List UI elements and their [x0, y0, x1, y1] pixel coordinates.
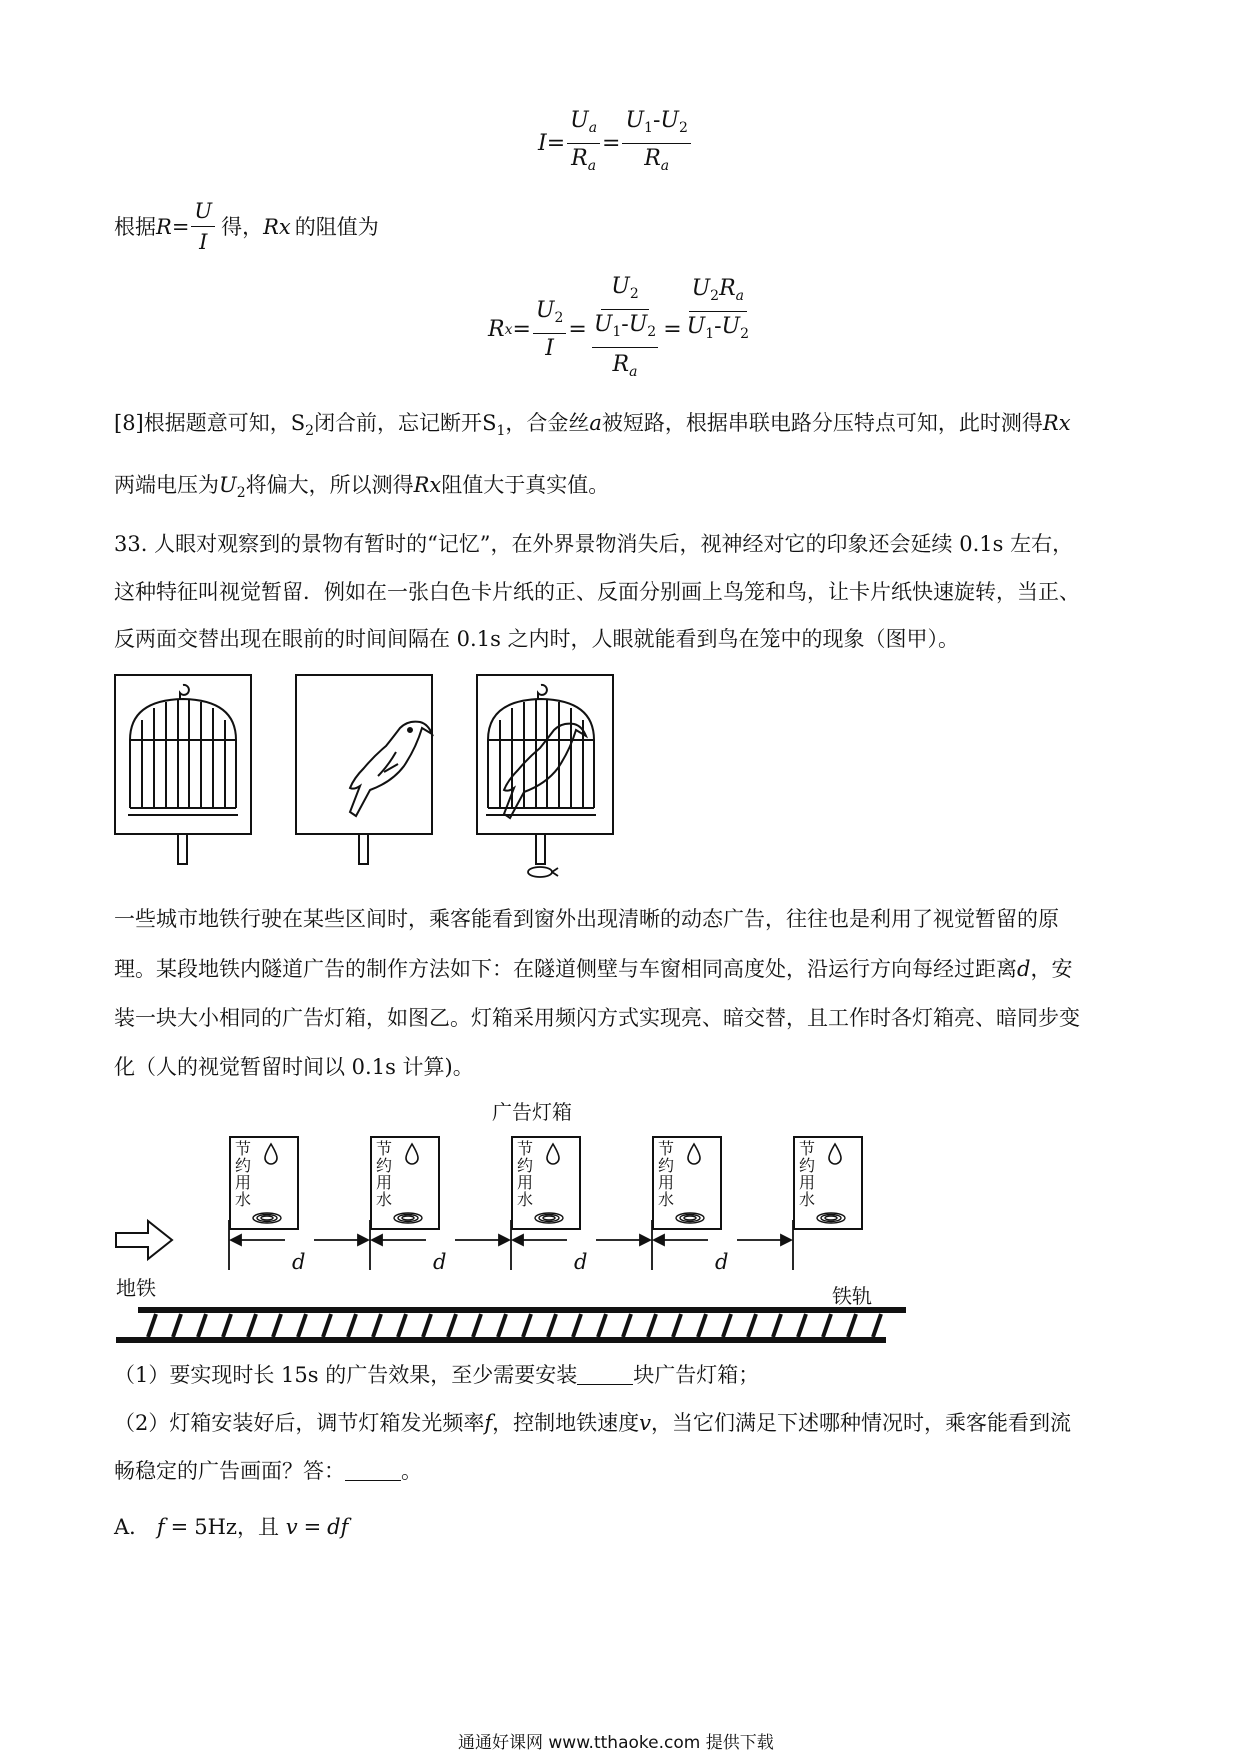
distance-label: d [574, 1250, 588, 1274]
light-box-char: 用 [657, 1173, 674, 1192]
card-cage [115, 675, 251, 864]
light-box-char: 节 [516, 1139, 533, 1158]
figure-ad-lightboxes [100, 1090, 920, 1350]
footer-credit: 通通好课网 www.tthaoke.com 提供下载 [458, 1733, 774, 1753]
light-box-char: 水 [375, 1190, 392, 1209]
fraction: $\frac{U_1-U_2}{R_a}$ [622, 108, 690, 179]
answer-8-line-1: [8]根据题意可知，$S_2$闭合前，忘记断开$S_1$，合金丝a被短路，根据串联电路分压特点可知，此时测得Rx [114, 411, 1071, 439]
formula-resistance: R x = $\frac{U_2}{I}$ = $U_2$ $U_1-U_2$ $R_a$ = $\frac{U_2R_a}{U_1-U_2}$ [488, 274, 754, 385]
light-box-char: 水 [516, 1190, 533, 1209]
figure-title: 广告灯箱 [492, 1100, 572, 1124]
q33-line-2: 这种特征叫视觉暂留．例如在一张白色卡片纸的正、反面分别画上鸟笼和鸟，让卡片纸快速旋转，当正、 [114, 580, 1080, 604]
fraction: $\frac{U_2R_a}{U_1-U_2}$ [686, 276, 750, 342]
subway-para-line-4: 化（人的视觉暂留时间以 0.1s 计算)。 [114, 1055, 474, 1079]
light-box-char: 约 [234, 1156, 251, 1175]
rotate-arrow-icon [528, 867, 558, 877]
card-bird-in-cage [477, 675, 613, 877]
compound-fraction: $U_2$ $U_1-U_2$ $R_a$ [593, 274, 657, 380]
light-box-char: 约 [516, 1156, 533, 1175]
fraction: $\frac{U_a}{R_a}$ [567, 108, 600, 179]
light-box-char: 水 [657, 1190, 674, 1209]
question-2-line-1: （2）灯箱安装好后，调节灯箱发光频率f，控制地铁速度v，当它们满足下述哪种情况时，乘客能看到流 [114, 1411, 1072, 1435]
light-box-char: 节 [798, 1139, 815, 1158]
light-box-char: 用 [234, 1173, 251, 1192]
light-box-char: 用 [798, 1173, 815, 1192]
option-a: A． f = 5Hz，且 v = df [114, 1515, 349, 1539]
formula-symbol: I [538, 131, 547, 156]
light-box-char: 水 [234, 1190, 251, 1209]
subway-para-line-3: 装一块大小相同的广告灯箱，如图乙。灯箱采用频闪方式实现亮、暗交替，且工作时各灯箱亮、暗同步变 [114, 1006, 1080, 1030]
distance-label: d [433, 1250, 447, 1274]
formula-current: I = $\frac{U_a}{R_a}$ = $\frac{U_1-U_2}{R_a}$ [538, 108, 693, 179]
question-1: （1）要实现时长 15s 的广告效果，至少需要安装 块广告灯箱； [114, 1363, 760, 1387]
distance-markers [229, 1220, 793, 1270]
subway-para-line-1: 一些城市地铁行驶在某些区间时，乘客能看到窗外出现清晰的动态广告，往往也是利用了视觉暂留的原 [114, 907, 1059, 931]
light-box-char: 节 [375, 1139, 392, 1158]
light-box-char: 节 [234, 1139, 251, 1158]
rail-diagram [100, 1090, 920, 1350]
light-box-char: 节 [657, 1139, 674, 1158]
fraction: $\frac{U}{I}$ [191, 198, 215, 255]
figure-bird-cage-cards [100, 668, 620, 888]
light-box-char: 约 [798, 1156, 815, 1175]
light-box-char: 用 [516, 1173, 533, 1192]
train-direction-arrow-icon [116, 1221, 172, 1259]
answer-blank[interactable] [577, 1364, 633, 1385]
q33-line-1: 33. 人眼对观察到的景物有暂时的“记忆”，在外界景物消失后，视神经对它的印象还会延续 0.1s 左右， [114, 532, 1074, 556]
subway-para-line-2: 理。某段地铁内隧道广告的制作方法如下：在隧道侧壁与车窗相同高度处，沿运行方向每经过距离d，安 [114, 957, 1073, 981]
light-box-char: 用 [375, 1173, 392, 1192]
rail-label: 铁轨 [832, 1284, 872, 1308]
answer-8-line-2: 两端电压为$U_2$将偏大，所以测得Rx阻值大于真实值。 [114, 473, 610, 501]
distance-label: d [715, 1250, 729, 1274]
light-box-char: 约 [375, 1156, 392, 1175]
rail-track [116, 1310, 906, 1340]
ohm-law-line: 根据 R = $\frac{U}{I}$ 得， Rx 的阻值为 [114, 199, 379, 254]
train-label: 地铁 [116, 1276, 156, 1300]
fraction: $\frac{U_2}{I}$ [533, 298, 566, 362]
question-2-line-2: 畅稳定的广告画面？答： 。 [114, 1459, 422, 1483]
card-bird [296, 675, 432, 864]
answer-blank[interactable] [345, 1460, 401, 1481]
light-box-char: 约 [657, 1156, 674, 1175]
distance-label: d [292, 1250, 306, 1274]
light-box-char: 水 [798, 1190, 815, 1209]
q33-line-3: 反两面交替出现在眼前的时间间隔在 0.1s 之内时，人眼就能看到鸟在笼中的现象（图甲）。 [114, 627, 960, 651]
